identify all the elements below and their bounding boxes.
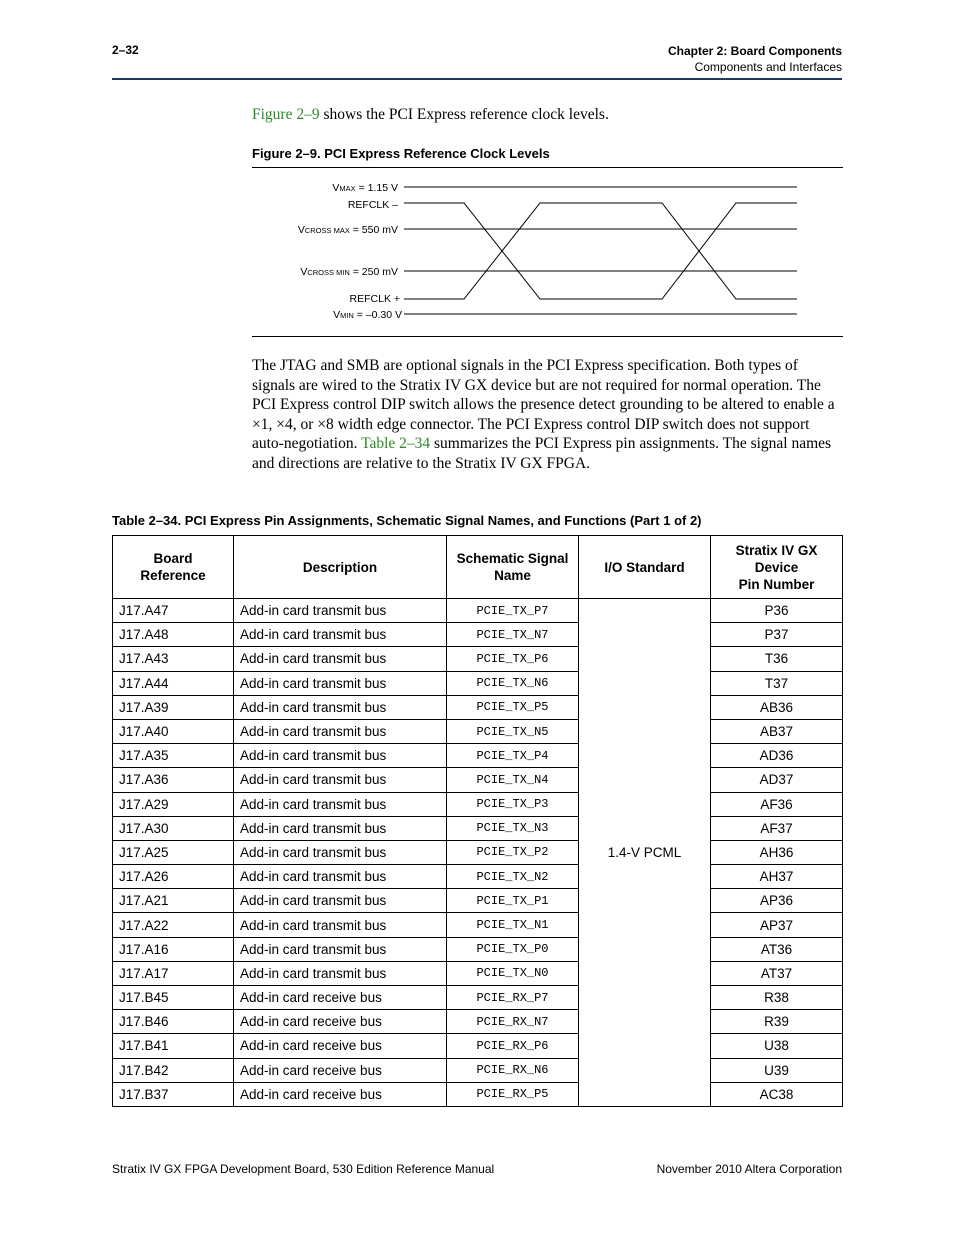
figure-bottom-rule bbox=[252, 336, 843, 337]
table-row bbox=[113, 840, 843, 864]
pin-number-cell: AH36 bbox=[711, 840, 843, 864]
description-cell: Add-in card transmit bus bbox=[234, 719, 447, 743]
table-row bbox=[113, 671, 843, 695]
table-row bbox=[113, 1010, 843, 1034]
description-cell: Add-in card transmit bus bbox=[234, 961, 447, 985]
signal-name-cell: PCIE_TX_P4 bbox=[447, 744, 579, 768]
col-pin-number: Stratix IV GX Device Pin Number bbox=[711, 536, 843, 599]
col-description: Description bbox=[234, 536, 447, 599]
pin-number-cell: T36 bbox=[711, 647, 843, 671]
signal-name-cell: PCIE_TX_N6 bbox=[447, 671, 579, 695]
table-caption: Table 2–34. PCI Express Pin Assignments, Schematic Signal Names, and Functions (Part 1 of 2) bbox=[112, 513, 702, 528]
pin-number-cell: AF36 bbox=[711, 792, 843, 816]
signal-name-cell: PCIE_RX_P5 bbox=[447, 1082, 579, 1106]
footer-manual-title: Stratix IV GX FPGA Development Board, 530 Edition Reference Manual bbox=[112, 1162, 495, 1176]
figure-link[interactable]: Figure 2–9 bbox=[252, 106, 320, 123]
refclk-minus-label: REFCLK – bbox=[347, 199, 398, 211]
pin-number-cell: U39 bbox=[711, 1058, 843, 1082]
table-row bbox=[113, 1034, 843, 1058]
table-row bbox=[113, 865, 843, 889]
description-cell: Add-in card transmit bus bbox=[234, 744, 447, 768]
table-row bbox=[113, 599, 843, 623]
pin-number-cell: P37 bbox=[711, 623, 843, 647]
description-cell: Add-in card transmit bus bbox=[234, 647, 447, 671]
vmax-label: VMAX = 1.15 V bbox=[332, 182, 398, 194]
description-cell: Add-in card transmit bus bbox=[234, 599, 447, 623]
signal-name-cell: PCIE_TX_N1 bbox=[447, 913, 579, 937]
board-reference-cell: J17.A36 bbox=[113, 768, 234, 792]
signal-name-cell: PCIE_TX_P6 bbox=[447, 647, 579, 671]
col-io-standard: I/O Standard bbox=[579, 536, 711, 599]
chapter-title: Chapter 2: Board Components bbox=[667, 44, 842, 58]
board-reference-cell: J17.B41 bbox=[113, 1034, 234, 1058]
description-cell: Add-in card receive bus bbox=[234, 1082, 447, 1106]
table-row bbox=[113, 768, 843, 792]
intro-text: shows the PCI Express reference clock levels. bbox=[319, 106, 609, 123]
pin-number-cell: AD37 bbox=[711, 768, 843, 792]
board-reference-cell: J17.A16 bbox=[113, 937, 234, 961]
description-cell: Add-in card receive bus bbox=[234, 1058, 447, 1082]
running-header bbox=[668, 43, 842, 75]
board-reference-cell: J17.A29 bbox=[113, 792, 234, 816]
table-row bbox=[113, 889, 843, 913]
board-reference-cell: J17.B46 bbox=[113, 1010, 234, 1034]
section-title: Components and Interfaces bbox=[694, 60, 842, 74]
paragraph-text-2: summarizes the PCI Express pin assignments. The signal names and directions are relative to the Stratix IV GX FPGA. bbox=[252, 435, 832, 472]
pin-number-cell: AT37 bbox=[711, 961, 843, 985]
pin-number-cell: AB37 bbox=[711, 719, 843, 743]
table-row bbox=[113, 647, 843, 671]
signal-name-cell: PCIE_TX_N4 bbox=[447, 768, 579, 792]
table-row bbox=[113, 937, 843, 961]
table-row bbox=[113, 816, 843, 840]
signal-name-cell: PCIE_TX_P5 bbox=[447, 695, 579, 719]
table-row bbox=[113, 695, 843, 719]
description-cell: Add-in card transmit bus bbox=[234, 695, 447, 719]
board-reference-cell: J17.A48 bbox=[113, 623, 234, 647]
col-schematic-signal-name: Schematic Signal Name bbox=[447, 536, 579, 599]
table-row bbox=[113, 913, 843, 937]
table-row bbox=[113, 1082, 843, 1106]
description-cell: Add-in card receive bus bbox=[234, 1034, 447, 1058]
description-cell: Add-in card transmit bus bbox=[234, 792, 447, 816]
signal-name-cell: PCIE_RX_P7 bbox=[447, 986, 579, 1010]
signal-name-cell: PCIE_RX_N6 bbox=[447, 1058, 579, 1082]
signal-name-cell: PCIE_RX_P6 bbox=[447, 1034, 579, 1058]
pin-number-cell: AP37 bbox=[711, 913, 843, 937]
figure-caption: Figure 2–9. PCI Express Reference Clock Levels bbox=[252, 146, 550, 161]
vmin-label: VMIN = –0.30 V bbox=[333, 309, 402, 321]
signal-name-cell: PCIE_TX_P0 bbox=[447, 937, 579, 961]
signal-name-cell: PCIE_TX_P3 bbox=[447, 792, 579, 816]
description-cell: Add-in card transmit bus bbox=[234, 840, 447, 864]
board-reference-cell: J17.A47 bbox=[113, 599, 234, 623]
table-row bbox=[113, 986, 843, 1010]
description-cell: Add-in card transmit bus bbox=[234, 768, 447, 792]
pin-number-cell: AB36 bbox=[711, 695, 843, 719]
refclk-plus-label: REFCLK + bbox=[349, 293, 400, 305]
description-cell: Add-in card receive bus bbox=[234, 1010, 447, 1034]
description-cell: Add-in card transmit bus bbox=[234, 937, 447, 961]
signal-name-cell: PCIE_TX_P7 bbox=[447, 599, 579, 623]
pin-number-cell: AD36 bbox=[711, 744, 843, 768]
signal-name-cell: PCIE_TX_P2 bbox=[447, 840, 579, 864]
table-row bbox=[113, 961, 843, 985]
description-cell: Add-in card transmit bus bbox=[234, 865, 447, 889]
board-reference-cell: J17.A21 bbox=[113, 889, 234, 913]
signal-name-cell: PCIE_TX_N7 bbox=[447, 623, 579, 647]
signal-name-cell: PCIE_RX_N7 bbox=[447, 1010, 579, 1034]
board-reference-cell: J17.A35 bbox=[113, 744, 234, 768]
io-standard-cell: 1.4-V PCML bbox=[579, 599, 711, 1107]
board-reference-cell: J17.A44 bbox=[113, 671, 234, 695]
intro-sentence bbox=[252, 106, 609, 124]
pin-number-cell: AF37 bbox=[711, 816, 843, 840]
footer-date-company: November 2010 Altera Corporation bbox=[656, 1162, 842, 1176]
refclk-minus-waveform bbox=[404, 203, 797, 299]
table-row bbox=[113, 792, 843, 816]
pin-number-cell: AH37 bbox=[711, 865, 843, 889]
board-reference-cell: J17.A26 bbox=[113, 865, 234, 889]
signal-name-cell: PCIE_TX_N2 bbox=[447, 865, 579, 889]
table-header-row bbox=[113, 536, 843, 599]
description-cell: Add-in card transmit bus bbox=[234, 623, 447, 647]
pin-number-cell: R39 bbox=[711, 1010, 843, 1034]
table-row bbox=[113, 623, 843, 647]
board-reference-cell: J17.B45 bbox=[113, 986, 234, 1010]
board-reference-cell: J17.A39 bbox=[113, 695, 234, 719]
description-cell: Add-in card receive bus bbox=[234, 986, 447, 1010]
table-link[interactable]: Table 2–34 bbox=[361, 435, 431, 453]
description-cell: Add-in card transmit bus bbox=[234, 671, 447, 695]
table-row bbox=[113, 719, 843, 743]
header-rule bbox=[112, 78, 842, 80]
description-cell: Add-in card transmit bus bbox=[234, 816, 447, 840]
signal-name-cell: PCIE_TX_P1 bbox=[447, 889, 579, 913]
pin-number-cell: AT36 bbox=[711, 937, 843, 961]
board-reference-cell: J17.B42 bbox=[113, 1058, 234, 1082]
refclk-plus-waveform bbox=[404, 203, 797, 299]
page-number: 2–32 bbox=[112, 43, 139, 57]
description-cell: Add-in card transmit bus bbox=[234, 913, 447, 937]
pin-number-cell: T37 bbox=[711, 671, 843, 695]
vcrossmin-label: VCROSS MIN = 250 mV bbox=[300, 266, 398, 278]
vcrossmax-label: VCROSS MAX = 550 mV bbox=[297, 224, 398, 236]
board-reference-cell: J17.A30 bbox=[113, 816, 234, 840]
board-reference-cell: J17.A22 bbox=[113, 913, 234, 937]
table-row bbox=[113, 744, 843, 768]
clock-levels-figure bbox=[252, 168, 843, 336]
board-reference-cell: J17.B37 bbox=[113, 1082, 234, 1106]
pin-assignment-table bbox=[112, 535, 843, 1107]
body-paragraph bbox=[252, 356, 844, 474]
table-body bbox=[113, 599, 843, 1107]
pin-number-cell: U38 bbox=[711, 1034, 843, 1058]
col-board-reference: Board Reference bbox=[113, 536, 234, 599]
pin-number-cell: AC38 bbox=[711, 1082, 843, 1106]
pin-number-cell: AP36 bbox=[711, 889, 843, 913]
board-reference-cell: J17.A17 bbox=[113, 961, 234, 985]
board-reference-cell: J17.A25 bbox=[113, 840, 234, 864]
board-reference-cell: J17.A43 bbox=[113, 647, 234, 671]
description-cell: Add-in card transmit bus bbox=[234, 889, 447, 913]
signal-name-cell: PCIE_TX_N5 bbox=[447, 719, 579, 743]
signal-name-cell: PCIE_TX_N3 bbox=[447, 816, 579, 840]
signal-name-cell: PCIE_TX_N0 bbox=[447, 961, 579, 985]
table-row bbox=[113, 1058, 843, 1082]
pin-number-cell: P36 bbox=[711, 599, 843, 623]
board-reference-cell: J17.A40 bbox=[113, 719, 234, 743]
pin-number-cell: R38 bbox=[711, 986, 843, 1010]
paragraph-text-1: The JTAG and SMB are optional signals in the PCI Express specification. Both types of signals are wired to the Stratix IV GX device but are not required for normal operation. The PCI Express control DIP switch allows the presence detect grounding to be altered to enable a ×1, ×4, or ×8 width edge connector. The PCI Express control DIP switch does not support auto-negotiation. bbox=[252, 357, 835, 453]
